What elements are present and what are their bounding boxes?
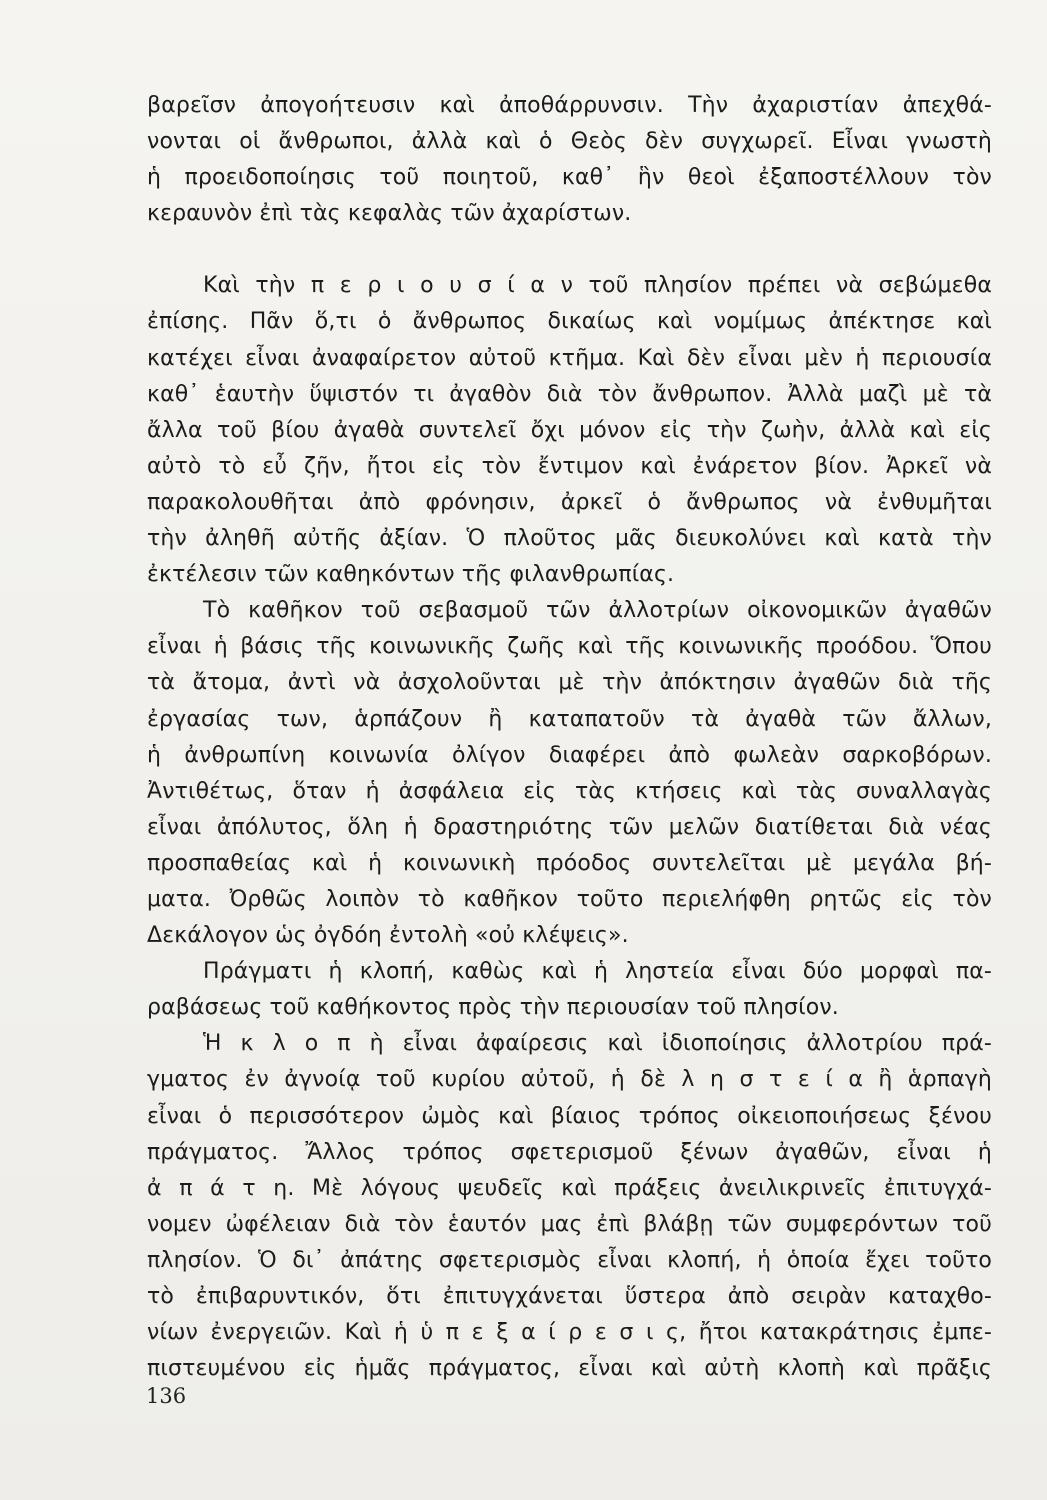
text-line: αὐτὸ τὸ εὖ ζῆν, ἤτοι εἰς τὸν ἔντιμον καὶ ἐνάρετον βίον. Ἀρκεῖ νὰ	[147, 453, 992, 479]
body-text	[147, 88, 992, 1387]
text-line: ματα. Ὀρθῶς λοιπὸν τὸ καθῆκον τοῦτο περιελήφθη ρητῶς εἰς τὸν	[147, 886, 992, 912]
text-line: κεραυνὸν ἐπὶ τὰς κεφαλὰς τῶν ἀχαρίστων.	[147, 201, 632, 227]
text-line: εἶναι ἡ βάσις τῆς κοινωνικῆς ζωῆς καὶ τῆς κοινωνικῆς προόδου. Ὅπου	[147, 634, 992, 660]
text-line: κατέχει εἶναι ἀναφαίρετον αὐτοῦ κτῆμα. Καὶ δὲν εἶναι μὲν ἡ περιουσία	[147, 345, 992, 371]
page-number: 136	[146, 1384, 187, 1408]
text-line: γματος ἐν ἀγνοίᾳ τοῦ κυρίου αὐτοῦ, ἡ δὲ λ η σ τ ε ί α ἢ ἁρπαγὴ	[147, 1067, 992, 1093]
text-line: πιστευμένου εἰς ἡμᾶς πράγματος, εἶναι καὶ αὐτὴ κλοπὴ καὶ πρᾶξις	[147, 1356, 992, 1382]
text-line: καθ᾽ ἑαυτὴν ὕψιστόν τι ἀγαθὸν διὰ τὸν ἄνθρωπον. Ἀλλὰ μαζὶ μὲ τὰ	[147, 381, 992, 407]
text-line: ἐργασίας των, ἁρπάζουν ἢ καταπατοῦν τὰ ἀγαθὰ τῶν ἄλλων,	[147, 706, 992, 732]
text-line: νίων ἐνεργειῶν. Καὶ ἡ ὑ π ε ξ α ί ρ ε σ ι ς, ἤτοι κατακράτησις ἐμπε-	[147, 1320, 992, 1346]
text-line: νομεν ὠφέλειαν διὰ τὸν ἑαυτόν μας ἐπὶ βλάβῃ τῶν συμφερόντων τοῦ	[147, 1211, 992, 1237]
text-line: Καὶ τὴν π ε ρ ι ο υ σ ί α ν τοῦ πλησίον πρέπει νὰ σεβώμεθα	[203, 273, 992, 299]
text-line: βαρεῖσν ἀπογοήτευσιν καὶ ἀποθάρρυνσιν. Τὴν ἀχαριστίαν ἀπεχθά-	[147, 93, 992, 118]
text-line: Ἀντιθέτως, ὅταν ἡ ἀσφάλεια εἰς τὰς κτήσεις καὶ τὰς συναλλαγὰς	[147, 778, 992, 804]
text-line: Δεκάλογον ὡς ὀγδόη ἐντολὴ «οὐ κλέψεις».	[147, 923, 629, 949]
text-line: Ἡ κ λ ο π ὴ εἶναι ἀφαίρεσις καὶ ἰδιοποίησις ἀλλοτρίου πρά-	[203, 1031, 992, 1057]
text-line: τὸ ἐπιβαρυντικόν, ὅτι ἐπιτυγχάνεται ὕστερα ἀπὸ σειρὰν καταχθο-	[147, 1284, 992, 1309]
text-line: Τὸ καθῆκον τοῦ σεβασμοῦ τῶν ἀλλοτρίων οἰκονομικῶν ἀγαθῶν	[203, 598, 992, 624]
text-line: ἐπίσης. Πᾶν ὅ,τι ὁ ἄνθρωπος δικαίως καὶ νομίμως ἀπέκτησε καὶ	[147, 309, 992, 335]
text-line: ἀ π ά τ η. Μὲ λόγους ψευδεῖς καὶ πράξεις ἀνειλικρινεῖς ἐπιτυγχά-	[147, 1175, 992, 1201]
text-line: ἐκτέλεσιν τῶν καθηκόντων τῆς φιλανθρωπίας.	[147, 562, 675, 588]
text-line: παρακολουθῆται ἀπὸ φρόνησιν, ἀρκεῖ ὁ ἄνθρωπος νὰ ἐνθυμῆται	[147, 489, 992, 515]
text-line: Πράγματι ἡ κλοπή, καθὼς καὶ ἡ ληστεία εἶναι δύο μορφαὶ πα-	[203, 959, 992, 985]
text-line: νονται οἱ ἄνθρωποι, ἀλλὰ καὶ ὁ Θεὸς δὲν συγχωρεῖ. Εἶναι γνωστὴ	[147, 129, 992, 155]
text-line: ἡ προειδοποίησις τοῦ ποιητοῦ, καθ᾽ ἣν θεοὶ ἐξαποστέλλουν τὸν	[147, 165, 992, 191]
text-line: πλησίον. Ὁ δι᾽ ἀπάτης σφετερισμὸς εἶναι κλοπή, ἡ ὁποία ἔχει τοῦτο	[147, 1247, 992, 1273]
text-line: τὴν ἀληθῆ αὐτῆς ἀξίαν. Ὁ πλοῦτος μᾶς διευκολύνει καὶ κατὰ τὴν	[147, 526, 992, 552]
text-line: ραβάσεως τοῦ καθήκοντος πρὸς τὴν περιουσίαν τοῦ πλησίον.	[147, 995, 839, 1021]
text-line: εἶναι ἀπόλυτος, ὅλη ἡ δραστηριότης τῶν μελῶν διατίθεται διὰ νέας	[147, 814, 992, 840]
text-line: τὰ ἄτομα, ἀντὶ νὰ ἀσχολοῦνται μὲ τὴν ἀπόκτησιν ἀγαθῶν διὰ τῆς	[147, 670, 992, 696]
text-line: ἄλλα τοῦ βίου ἀγαθὰ συντελεῖ ὄχι μόνον εἰς τὴν ζωὴν, ἀλλὰ καὶ εἰς	[147, 417, 992, 443]
text-line: προσπαθείας καὶ ἡ κοινωνικὴ πρόοδος συντελεῖται μὲ μεγάλα βή-	[147, 850, 992, 876]
text-line: πράγματος. Ἄλλος τρόπος σφετερισμοῦ ξένων ἀγαθῶν, εἶναι ἡ	[147, 1139, 992, 1165]
text-line: ἡ ἀνθρωπίνη κοινωνία ὀλίγον διαφέρει ἀπὸ φωλεὰν σαρκοβόρων.	[147, 742, 992, 768]
text-line: εἶναι ὁ περισσότερον ὠμὸς καὶ βίαιος τρόπος οἰκειοποιήσεως ξένου	[147, 1103, 992, 1129]
